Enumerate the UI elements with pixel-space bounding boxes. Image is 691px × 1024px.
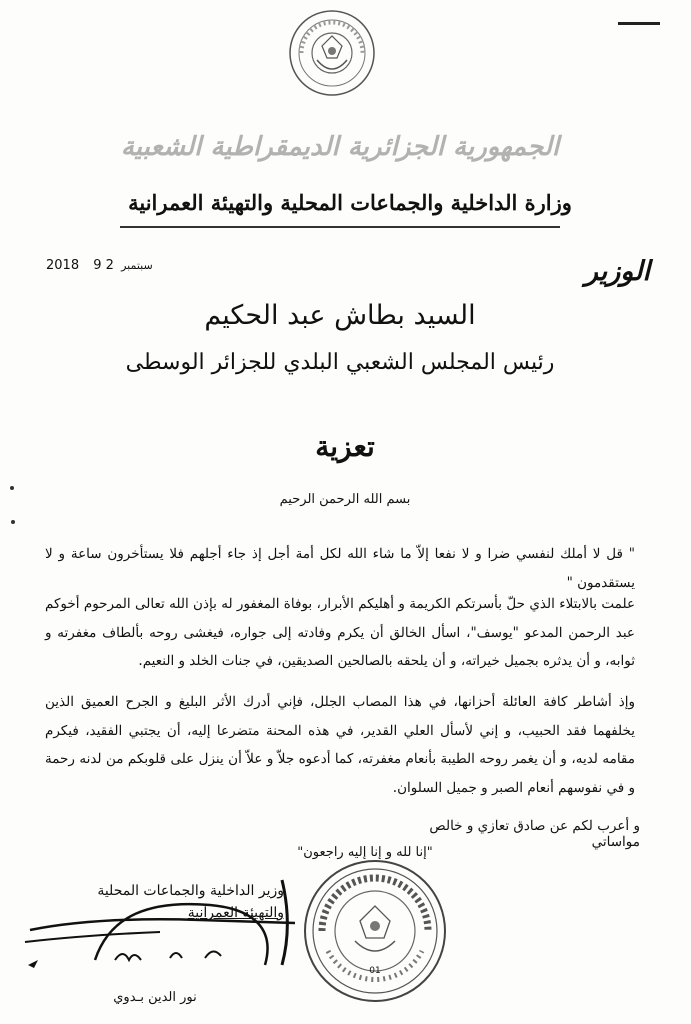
- signatory-name: نور الدين بـدوي: [113, 990, 197, 1005]
- signatory-title: [44, 880, 284, 924]
- signatory-title-line-2: والتهيئة العمرانية: [187, 905, 284, 921]
- closing-verse: "إنا لله و إنا إليه راجعون": [297, 845, 433, 860]
- quran-quote: " قل لا أملك لنفسي ضرا و لا نفعا إلاّ ما شاء الله لكل أمة أجل إذ جاء أجلهم فلا يستأخرون ساعة و لا يستقدمون ": [45, 546, 635, 591]
- recipient-name: السيد بطاش عبد الحكيم: [204, 300, 476, 331]
- recipient-title: رئيس المجلس الشعبي البلدي للجزائر الوسطى: [125, 350, 555, 375]
- basmala: بسم الله الرحمن الرحيم: [279, 492, 411, 507]
- date-month: سبتمبر: [121, 259, 153, 272]
- ministry-header: وزارة الداخلية والجماعات المحلية والتهيئة العمرانية: [128, 190, 572, 215]
- document-title: تعزية: [315, 430, 375, 463]
- margin-dot: [11, 520, 15, 524]
- republic-header: الجمهورية الجزائرية الديمقراطية الشعبية: [120, 132, 560, 162]
- header-underline: [120, 226, 560, 228]
- margin-dot: [10, 486, 14, 490]
- condolence-paragraph-2: وإذ أشاطر كافة العائلة أحزانها، في هذا المصاب الجلل، فإني أدرك الأثر البليغ و الجرح العميق الذين يخلفهما فقد الحبيب، و إني لأسأل العلي القدير، في هذه المحنة متضرعا إليه، أن يجتبي الفقيد، فيكرم مقامه لديه، و أن يغمر روحه الطيبة بأنعام مغفرته، كما أدعوه جلاّ و علاّ أن ينزل على قلوبكم من لدنه رحمة و في نفوسهم أنعام الصبر و جميل السلوان.: [45, 694, 635, 796]
- emblem-seal-icon: [287, 8, 377, 98]
- closing-line: و أعرب لكم عن صادق تعازي و خالص مواساتي: [429, 818, 640, 850]
- date-year: 2018: [46, 258, 80, 273]
- letter-date: [46, 258, 153, 273]
- signatory-title-line-1: وزير الداخلية والجماعات المحلية: [97, 883, 284, 899]
- condolence-paragraph-1: علمت بالابتلاء الذي حلّ بأسرتكم الكريمة و أهليكم الأبرار، بوفاة المغفور له بإذن الله تعالى المرحوم أخوكم عبد الرحمن المدعو "يوسف"، اسأل الخالق أن يكرم وفادته إلى جواره، فيغشى روحه بألطاف مغفرته و ثوابه، و أن يدثره بجميل خيراته، و أن يلحقه بالصالحين الصديقين، في جنات الخلد و النعيم.: [45, 596, 635, 669]
- date-day: 2 9: [93, 258, 114, 273]
- official-stamp-icon: [300, 856, 450, 1006]
- top-mark: [618, 22, 660, 25]
- minister-label: الوزير: [584, 256, 650, 287]
- stamp-number: 01: [369, 966, 381, 976]
